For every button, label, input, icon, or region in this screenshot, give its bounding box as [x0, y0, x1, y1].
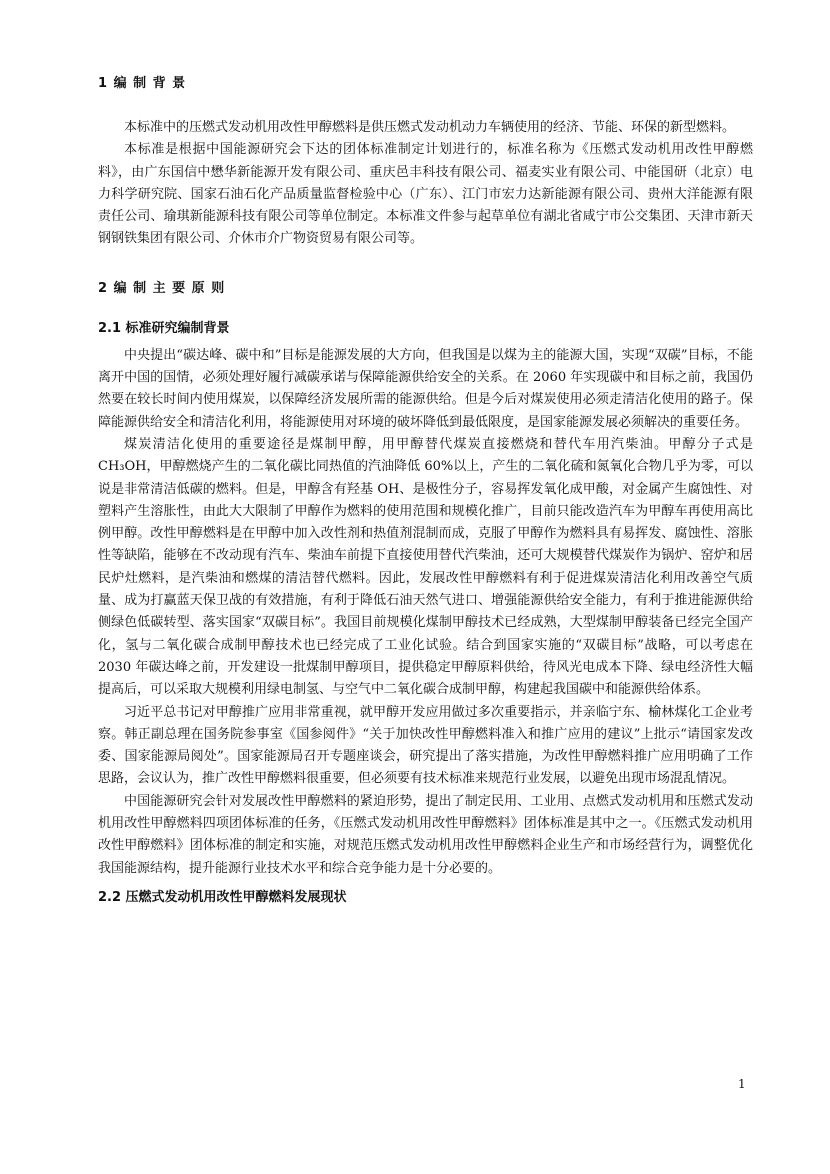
body-paragraph: 习近平总书记对甲醇推广应用非常重视，就甲醇开发应用做过多次重要指示，并亲临宁东、榆林煤化工企业考察。韩正副总理在国务院参事室《国参阅件》“关于加快改性甲醇燃料准入和推广应用的建议”上批示“请国家发改委、国家能源局阅处”。国家能源局召开专题座谈会，研究提出了落实措施，为改性甲醇燃料推广应用明确了工作思路，会议认为，推广改性甲醇燃料很重要，但必须要有技术标准来规范行业发展，以避免出现市场混乱情况。 — [98, 704, 753, 787]
section-heading-principles: 2 编 制 主 要 原 则 — [98, 280, 226, 296]
body-paragraph: 中央提出“碳达峰、碳中和”目标是能源发展的大方向，但我国是以煤为主的能源大国，实现“双碳”目标，不能离开中国的国情，必须处理好履行减碳承诺与保障能源供给安全的关系。在 2060 年实现碳中和目标之前，我国仍然要在较长时间内使用煤炭，以保障经济发展所需的能源供给。但是今后对煤炭使用必须走清洁化使用的路子。保障能源供给安全和清洁化利用，将能源使用对环境的破坏降低到最低限度，是国家能源发展必须解决的重要任务。 — [98, 347, 753, 430]
body-paragraph: 煤炭清洁化使用的重要途径是煤制甲醇，用甲醇替代煤炭直接燃烧和替代车用汽柴油。甲醇分子式是 CH₃OH，甲醇燃烧产生的二氧化碳比同热值的汽油降低 60%以上，产生的二氧化硫和氮氧化合物几乎为零，可以说是非常清洁低碳的燃料。但是，甲醇含有羟基 OH、是极性分子，容易挥发氧化成甲酸，对金属产生腐蚀性、对塑料产生溶胀性，由此大大限制了甲醇作为燃料的使用范围和规模化推广，目前只能改造汽车为甲醇车再使用高比例甲醇。改性甲醇燃料是在甲醇中加入改性剂和热值剂混制而成，克服了甲醇作为燃料具有易挥发、腐蚀性、溶胀性等缺陷，能够在不改动现有汽车、柴油车前提下直接使用替代汽柴油，还可大规模替代煤炭作为锅炉、窑炉和居民炉灶燃料，是汽柴油和燃煤的清洁替代燃料。因此，发展改性甲醇燃料有利于促进煤炭清洁化利用改善空气质量、成为打赢蓝天保卫战的有效措施，有利于降低石油天然气进口、增强能源供给安全能力，有利于推进能源供给侧绿色低碳转型、落实国家“双碳目标”。我国目前规模化煤制甲醇技术已经成熟，大型煤制甲醇装备已经完全国产化，氢与二氧化碳合成制甲醇技术也已经完成了工业化试验。结合到国家实施的“双碳目标”战略，可以考虑在 2030 年碳达峰之前，开发建设一批煤制甲醇项目，提供稳定甲醇原料供给，待风光电成本下降、绿电经济性大幅提高后，可以采取大规模利用绿电制氢、与空气中二氧化碳合成制甲醇，构建起我国碳中和能源供给体系。 — [98, 436, 753, 698]
page-number: 1 — [738, 1077, 746, 1091]
body-paragraph: 中国能源研究会针对发展改性甲醇燃料的紧迫形势，提出了制定民用、工业用、点燃式发动机用和压燃式发动机用改性甲醇燃料四项团体标准的任务，《压燃式发动机用改性甲醇燃料》团体标准是其中之一。《压燃式发动机用改性甲醇燃料》团体标准的制定和实施，对规范压燃式发动机用改性甲醇燃料企业生产和市场经营行为，调整优化我国能源结构，提升能源行业技术水平和综合竞争能力是十分必要的。 — [98, 793, 753, 876]
subsection-heading-background: 2.1 标准研究编制背景 — [98, 320, 230, 336]
subsection-heading-status: 2.2 压燃式发动机用改性甲醇燃料发展现状 — [98, 889, 347, 905]
body-paragraph: 本标准中的压燃式发动机用改性甲醇燃料是供压燃式发动机动力车辆使用的经济、节能、环保的新型燃料。 — [124, 120, 736, 135]
document-body — [98, 72, 753, 905]
body-paragraph: 本标准是根据中国能源研究会下达的团体标准制定计划进行的，标准名称为《压燃式发动机用改性甲醇燃料》，由广东国信中懋华新能源开发有限公司、重庆邑丰科技有限公司、福麦实业有限公司、中能国研（北京）电力科学研究院、国家石油石化产品质量监督检验中心（广东）、江门市宏力达新能源有限公司、贵州大洋能源有限责任公司、瑜琪新能源科技有限公司等单位制定。本标准文件参与起草单位有湖北省咸宁市公交集团、天津市新天钢钢铁集团有限公司、介休市介广物资贸易有限公司等。 — [98, 142, 753, 247]
section-heading-background: 1 编 制 背 景 — [98, 76, 187, 91]
